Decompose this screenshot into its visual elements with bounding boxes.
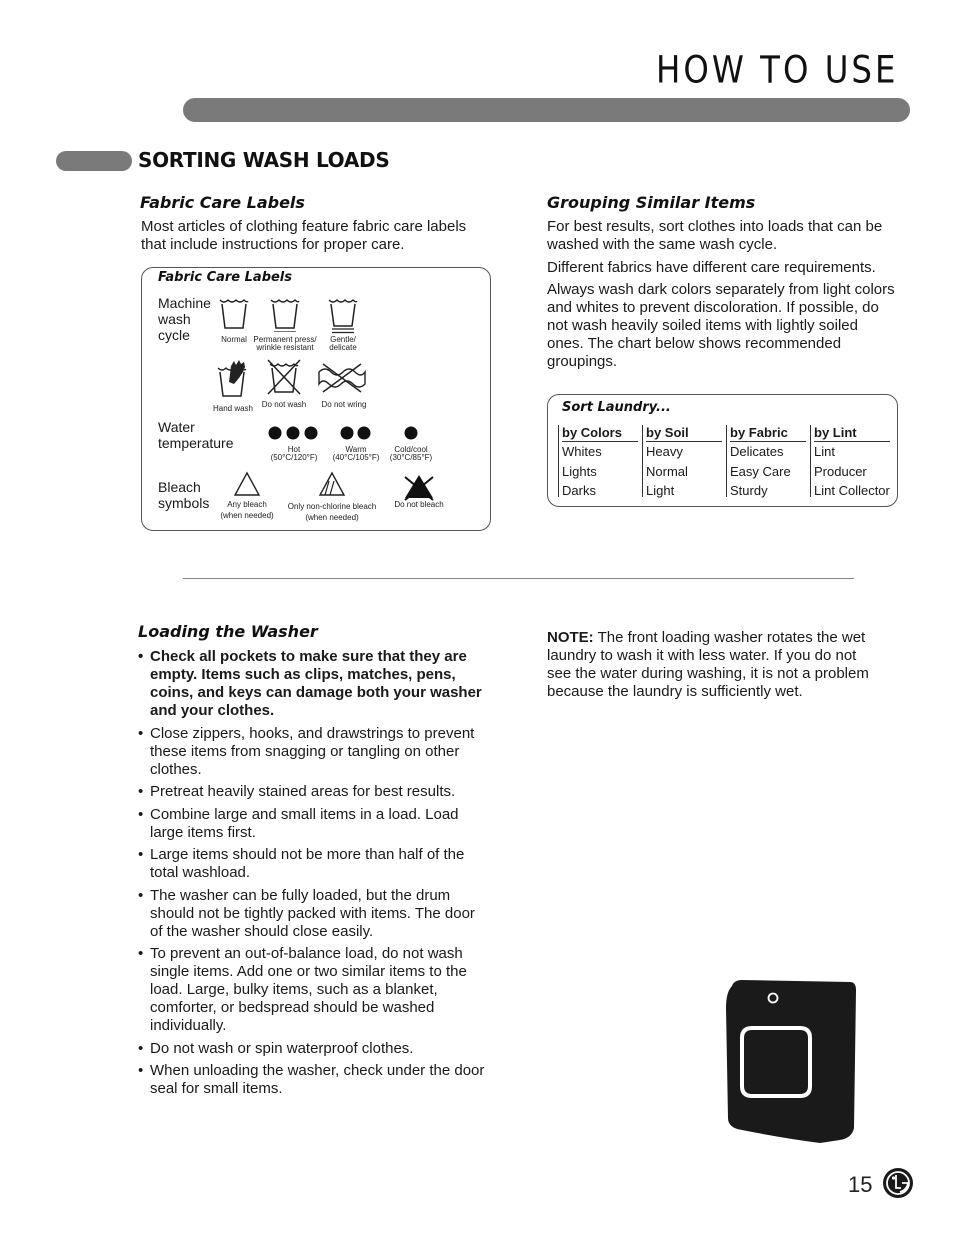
do-not-wring-caption: Do not wring (321, 400, 367, 409)
fabric-care-heading: Fabric Care Labels (140, 193, 305, 212)
header-bar (183, 98, 910, 122)
sort-cell: Light (646, 483, 675, 498)
loading-bullet-list (138, 648, 488, 1103)
grouping-paragraph-2: Different fabrics have different care requirements. (547, 259, 876, 276)
note-text: The front loading washer rotates the wet laundry to wash it with less water. If you do not see the water during washing, it is not a problem because the laundry is sufficiently wet. (547, 629, 869, 700)
loading-heading: Loading the Washer (138, 622, 318, 641)
any-bleach-icon (233, 471, 261, 497)
note-label: NOTE: (547, 629, 594, 646)
hot-dots-icon (268, 425, 320, 441)
hand-wash-icon (217, 358, 249, 398)
warm-dots-icon (340, 425, 372, 441)
normal-wash-icon (219, 294, 249, 332)
sort-column-lint (810, 425, 890, 497)
fabric-care-box (141, 267, 491, 531)
list-item: • Pretreat heavily stained areas for best results. (138, 783, 456, 800)
sort-column-header: by Colors (562, 425, 638, 442)
sort-cell: Easy Care (730, 463, 791, 479)
cold-dot-icon (403, 425, 419, 441)
do-not-wash-icon (266, 358, 302, 396)
do-not-wash-caption: Do not wash (261, 400, 307, 409)
sort-cell: Lint Producer (814, 444, 867, 479)
sort-cell: Whites (562, 444, 602, 459)
list-item: • Check all pockets to make sure that they are empty. Items such as clips, matches, pens, coins, and keys can damage both your washer and your clothes. (138, 648, 482, 719)
care-box-title: Fabric Care Labels (158, 270, 293, 285)
sort-column-soil (642, 425, 722, 497)
grouping-heading: Grouping Similar Items (547, 193, 756, 212)
sort-cell: Delicates (730, 444, 784, 459)
section-pill (56, 151, 132, 171)
list-item: • Do not wash or spin waterproof clothes. (138, 1039, 414, 1057)
warm-caption: Warm (40°C/105°F) (332, 445, 380, 462)
water-temperature-label: Water temperature (158, 419, 234, 451)
gentle-delicate-icon (328, 294, 358, 334)
note-paragraph (547, 629, 877, 701)
sort-cell: Darks (562, 483, 596, 498)
permanent-press-caption: Permanent press/ wrinkle resistant (253, 335, 317, 352)
list-item: • Large items should not be more than half of the total washload. (138, 846, 465, 881)
page-number: 15 (848, 1172, 873, 1197)
lg-logo-icon (882, 1167, 914, 1199)
do-not-wring-icon (315, 362, 369, 394)
sort-cell: Heavy (646, 444, 683, 459)
non-chlorine-caption: Only non-chlorine bleach (when needed) (287, 502, 377, 522)
bleach-symbols-label: Bleach symbols (158, 479, 210, 511)
sort-column-header: by Soil (646, 425, 722, 442)
gentle-caption: Gentle/ delicate (329, 335, 357, 352)
sort-cell: Lint Collector (814, 483, 890, 498)
hand-wash-caption: Hand wash (212, 404, 254, 413)
sort-column-header: by Lint (814, 425, 890, 442)
do-not-bleach-caption: Do not bleach (394, 500, 444, 509)
sort-column-fabric (726, 425, 806, 497)
non-chlorine-bleach-icon (318, 471, 346, 497)
sort-cell: Normal (646, 463, 688, 479)
washer-illustration (722, 978, 862, 1146)
cold-caption: Cold/cool (30°C/85°F) (389, 445, 433, 462)
list-item: • Combine large and small items in a load. Load large items first. (138, 805, 459, 841)
fabric-care-intro: Most articles of clothing feature fabric care labels that include instructions for proper care. (141, 218, 467, 253)
sort-cell: Lights (562, 463, 597, 479)
hot-caption: Hot (50°C/120°F) (270, 445, 318, 462)
grouping-paragraph-3: Always wash dark colors separately from light colors and whites to prevent discoloration. If possible, do not wash heavily soiled items with lightly soiled ones. The chart below shows recommended groupings. (547, 281, 895, 370)
sort-laundry-box (547, 394, 898, 507)
do-not-bleach-icon (402, 473, 436, 501)
sort-box-title: Sort Laundry... (562, 400, 671, 415)
page-header-title: HOW TO USE (656, 48, 899, 93)
section-title: SORTING WASH LOADS (138, 148, 390, 172)
sort-column-header: by Fabric (730, 425, 806, 442)
section-divider (183, 578, 854, 579)
list-item: • When unloading the washer, check under the door seal for small items. (138, 1062, 485, 1097)
sort-column-colors (558, 425, 638, 497)
machine-wash-label: Machine wash cycle (158, 295, 211, 343)
grouping-paragraph-1: For best results, sort clothes into loads that can be washed with the same wash cycle. (547, 218, 883, 253)
list-item: • To prevent an out-of-balance load, do not wash single items. Add one or two similar items to the load. Large, bulky items, such as a blanket, comforter, or bedspread should be washed individually. (138, 945, 467, 1034)
sort-cell: Sturdy (730, 483, 768, 498)
any-bleach-caption: Any bleach (when needed) (220, 500, 274, 520)
list-item: • The washer can be fully loaded, but the drum should not be tightly packed with items. The door of the washer should close easily. (138, 886, 475, 940)
permanent-press-icon (270, 294, 300, 332)
normal-caption: Normal (221, 335, 247, 344)
list-item: • Close zippers, hooks, and drawstrings to prevent these items from snagging or tangling on other clothes. (138, 724, 475, 778)
